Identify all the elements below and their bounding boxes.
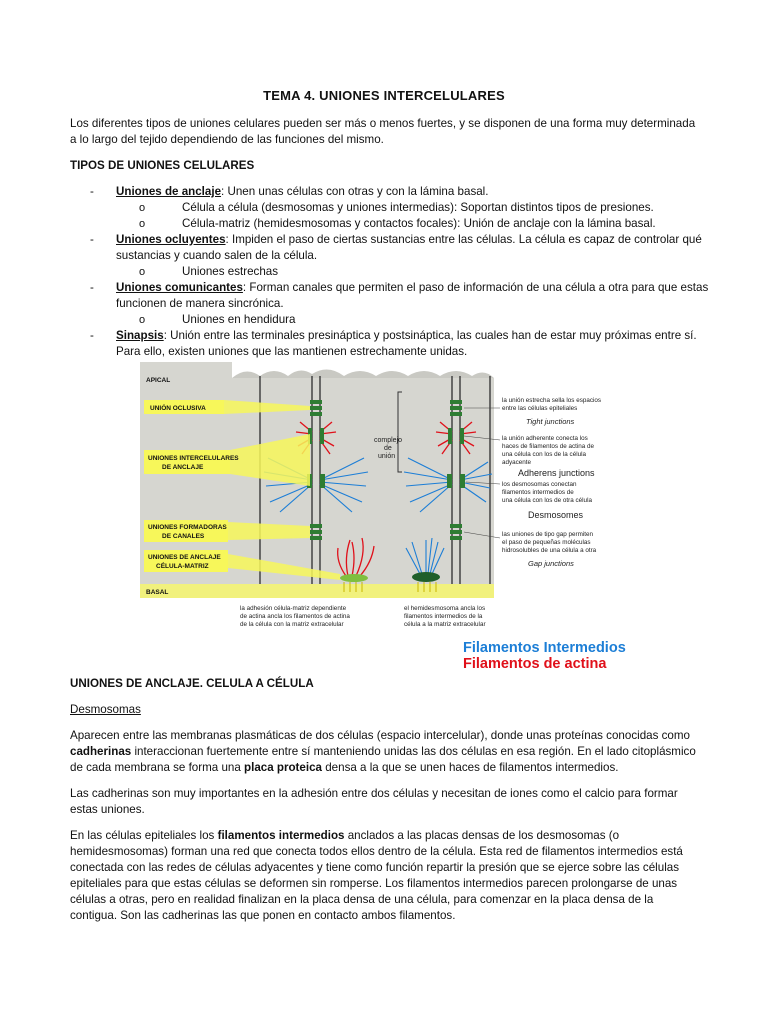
- desmo-text-3: una célula con los de otra célula: [502, 497, 592, 504]
- types-list: [70, 184, 710, 360]
- microvilli: [232, 370, 312, 378]
- bullet-dash: -: [90, 329, 94, 342]
- intro-paragraph: Los diferentes tipos de uniones celulares pueden ser más o menos fuertes, y se disponen de una forma muy determinada a lo largo del tejido dependiendo de las funciones del mismo.: [70, 117, 696, 146]
- caption-right-3: célula a la matriz extracelular: [404, 621, 486, 628]
- label-formadoras: UNIONES FORMADORAS: [148, 524, 227, 531]
- adherens-text-1: la unión adherente conecta los: [502, 435, 588, 442]
- bullet-circle: o: [139, 202, 146, 214]
- caption-right-1: el hemidesmosoma ancla los: [404, 605, 486, 612]
- sublist-item: [70, 200, 710, 216]
- label-basal: BASAL: [146, 589, 169, 596]
- label-oclusiva: UNIÓN OCLUSIVA: [150, 405, 206, 412]
- bullet-dash: -: [90, 185, 94, 198]
- sub-text: Célula a célula (desmosomas y uniones intermedias): Soportan distintos tipos de presiones.: [182, 201, 654, 214]
- term-ocluyentes: Uniones ocluyentes: [116, 233, 226, 246]
- bullet-circle: o: [139, 266, 146, 278]
- adherens-name: Adherens junctions: [518, 468, 595, 478]
- paragraph-1: [70, 728, 702, 776]
- cell-junctions-diagram: [140, 362, 634, 672]
- hemidesmosome: [412, 572, 440, 582]
- paragraph-3: [70, 828, 702, 924]
- adherens-text-4: adyacente: [502, 459, 532, 466]
- desmo-text-2: filamentos intermedios de: [502, 489, 574, 496]
- microvilli: [312, 369, 494, 378]
- p1-text: interaccionan fuertemente entre sí manteniendo unidas las dos células en esa región. En el lado citoplásmico de cada membrana se forma una: [70, 745, 696, 774]
- focal-contact: [340, 574, 368, 582]
- bullet-circle: o: [139, 218, 146, 230]
- term-sinapsis: Sinapsis: [116, 329, 164, 342]
- caption-left-2: de actina ancla los filamentos de actina: [240, 613, 350, 620]
- list-item-ocluyentes: [70, 232, 710, 264]
- adherens-text-3: una célula con los de la célula: [502, 451, 587, 458]
- p3-bold-filamentos: filamentos intermedios: [217, 829, 345, 842]
- p1-bold-cadherinas: cadherinas: [70, 745, 132, 758]
- sub-text: Célula-matriz (hemidesmosomas y contactos focales): Unión de anclaje con la lámina basal.: [182, 217, 656, 230]
- sublist-item: [70, 312, 710, 328]
- caption-right-2: filamentos intermedios de la: [404, 613, 483, 620]
- paragraph-2: Las cadherinas son muy importantes en la adhesión entre dos células y necesitan de iones como el calcio para formar estas uniones.: [70, 787, 678, 816]
- sublist-item: [70, 264, 710, 280]
- term-anclaje: Uniones de anclaje: [116, 185, 222, 198]
- bullet-circle: o: [139, 314, 146, 326]
- page-title: TEMA 4. UNIONES INTERCELULARES: [263, 88, 505, 103]
- bottom-captions: [240, 605, 486, 628]
- adherens-text-2: haces de filamentos de actina de: [502, 443, 595, 450]
- label-apical: APICAL: [146, 377, 171, 384]
- tight-name: Tight junctions: [526, 417, 575, 426]
- complejo-label-1: complejo: [374, 437, 403, 444]
- desc-anclaje: : Unen unas células con otras y con la lámina basal.: [221, 185, 489, 198]
- label-celula-matriz-2: CÉLULA-MATRIZ: [156, 563, 209, 570]
- p1-text: Aparecen entre las membranas plasmáticas de dos células (espacio intercelular), donde unas proteínas conocidas como: [70, 729, 690, 742]
- complejo-label-3: unión: [378, 453, 396, 460]
- right-annotations: [502, 397, 601, 568]
- gap-text-1: las uniones de tipo gap permiten: [502, 531, 594, 538]
- label-de-anclaje: DE ANCLAJE: [162, 464, 204, 471]
- bullet-dash: -: [90, 281, 94, 294]
- label-intercelulares: UNIONES INTERCELULARES: [148, 455, 239, 462]
- gap-text-2: el paso de pequeñas moléculas: [502, 539, 591, 546]
- list-item-sinapsis: [70, 328, 710, 360]
- p1-bold-placa: placa proteica: [244, 761, 322, 774]
- legend-actin: Filamentos de actina: [463, 656, 607, 672]
- desmo-name: Desmosomes: [528, 510, 584, 520]
- p3-text: anclados a las placas densas de los desmosomas (o hemidesmosomas) forman una red que conecta todos ellos dentro de la célula. Esta red de filamentos intermedios está conectada con las redes de células adyacentes y tiene como función repartir la presión que se ejerce sobre las células epiteliales para que estas células se deformen sin romperse. Los filamentos intermedios parecen prolongarse de unas células a otras, pero en realidad finalizan en la placa densa de una célula, para comenzar en la placa densa de la contigua. Son las cadherinas las que ponen en contacto ambos filamentos.: [70, 829, 683, 922]
- desc-ocluyentes: : Impiden el paso de ciertas sustancias entre las células. La célula es capaz de controlar qué sustancias y cuando salen de la célula.: [116, 233, 702, 262]
- basal-lamina: [140, 584, 494, 598]
- gap-text-3: hidrosolubles de una célula a otra: [502, 547, 597, 554]
- complejo-label-2: de: [384, 445, 392, 452]
- desc-comunicantes: : Forman canales que permiten el paso de información de una célula a otra para que estas funcionen de manera sincrónica.: [116, 281, 709, 310]
- desc-sinapsis: : Unión entre las terminales presináptica y postsináptica, las cuales han de estar muy próximas entre sí. Para ello, existen uniones que las mantienen estrechamente unidas.: [116, 329, 697, 358]
- section2-heading: UNIONES DE ANCLAJE. CELULA A CÉLULA: [70, 677, 314, 690]
- sub-text: Uniones en hendidura: [182, 313, 296, 326]
- desmosomas-heading: Desmosomas: [70, 703, 141, 716]
- sublist-item: [70, 216, 710, 232]
- term-comunicantes: Uniones comunicantes: [116, 281, 243, 294]
- gap-name: Gap junctions: [528, 559, 574, 568]
- sub-text: Uniones estrechas: [182, 265, 279, 278]
- label-de-canales: DE CANALES: [162, 533, 205, 540]
- tight-text-1: la unión estrecha sella los espacios: [502, 397, 602, 404]
- bullet-dash: -: [90, 233, 94, 246]
- label-celula-matriz-1: UNIONES DE ANCLAJE: [148, 554, 221, 561]
- p1-text: densa a la que se unen haces de filamentos intermedios.: [322, 761, 619, 774]
- caption-left-1: la adhesión célula-matriz dependiente: [240, 605, 347, 612]
- desmo-text-1: los desmosomas conectan: [502, 481, 577, 488]
- list-item-anclaje: [70, 184, 710, 200]
- tight-text-2: entre las células epiteliales: [502, 405, 578, 412]
- caption-left-3: de la célula con la matriz extracelular: [240, 621, 344, 628]
- p3-text: En las células epiteliales los: [70, 829, 218, 842]
- legend-intermediate: Filamentos Intermedios: [463, 640, 626, 656]
- types-heading: TIPOS DE UNIONES CELULARES: [70, 159, 255, 172]
- list-item-comunicantes: [70, 280, 710, 312]
